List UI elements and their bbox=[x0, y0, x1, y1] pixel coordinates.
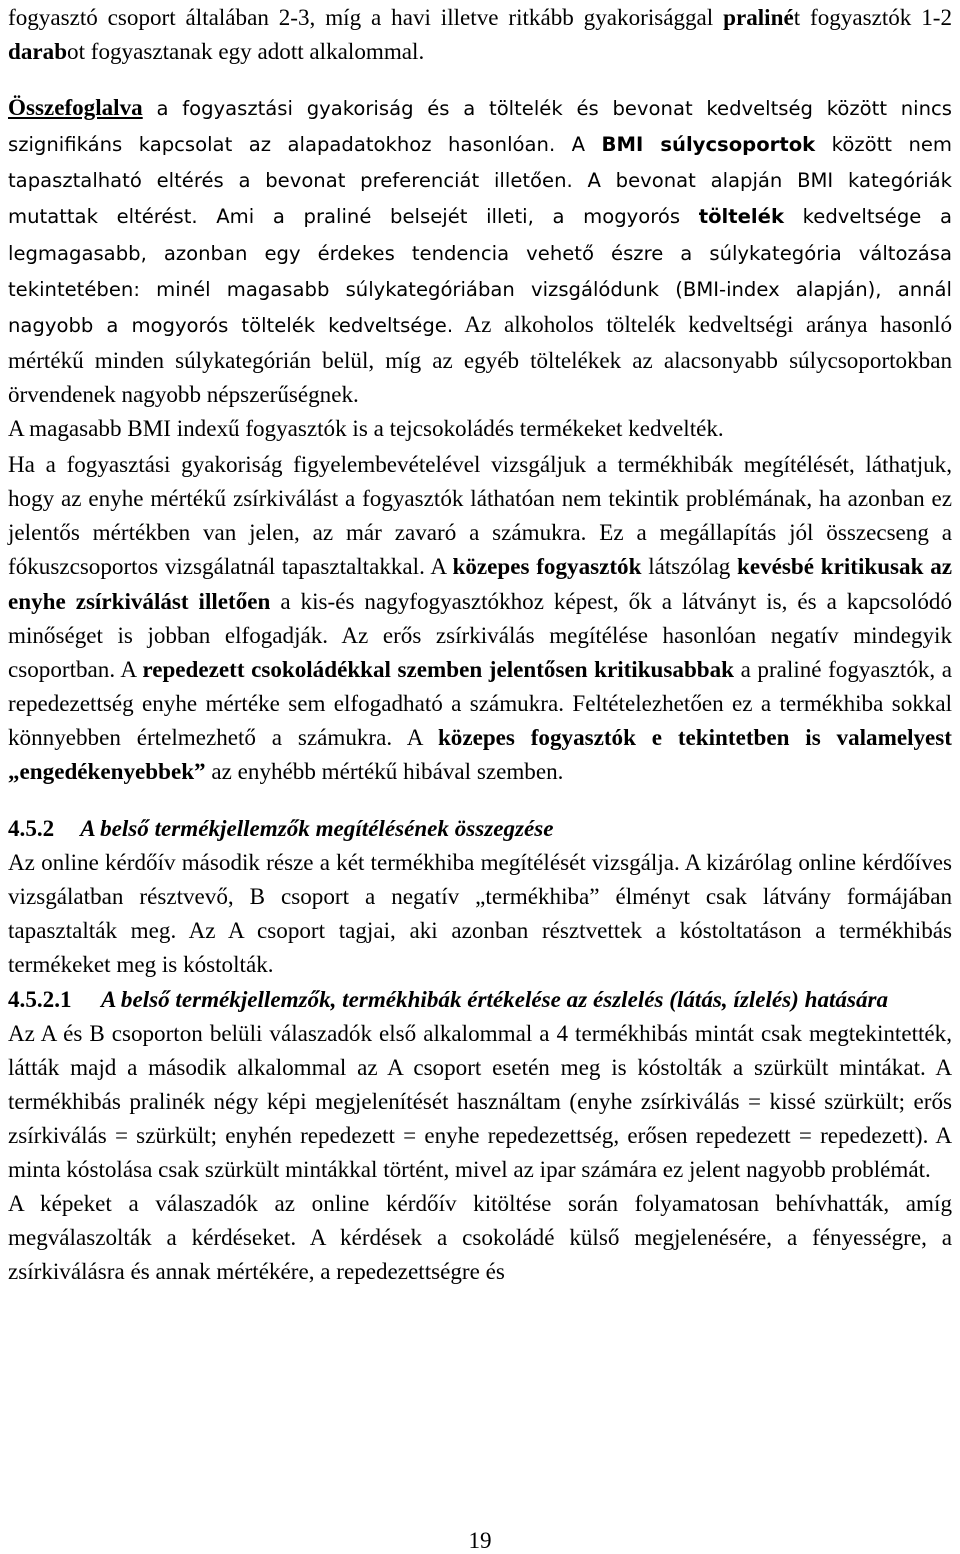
subsection-number: 4.5.2.1 bbox=[8, 985, 72, 1012]
bold-filling: töltelék bbox=[698, 205, 784, 229]
paragraph-bmi-milk-chocolate: A magasabb BMI indexű fogyasztók is a tejcsokoládés termékeket kedvelték. bbox=[8, 415, 724, 442]
page-number: 19 bbox=[468, 1527, 492, 1553]
paragraph-images-questions: A képeket a válaszadók az online kérdőív kitöltése során folyamatosan behívhatták, amíg megválaszolták a kérdéseket. A kérdések a csokoládé külső megjelenésére, a fényességre, a zsírkiválásra és annak mértékére, a repedezettségre és bbox=[8, 1190, 952, 1285]
paragraph-product-defects: Ha a fogyasztási gyakoriság figyelembevételével vizsgáljuk a termékhibák megítélését, láthatjuk, hogy az enyhe mértékű zsírkiválást a fogyasztók láthatóan nem tekintik problémának, ha azonban ez jelentős mértékben van jelen, az már zavaró a számukra. Ez a megállapítás jól összecseng a fókuszcsoportos vizsgálatnál tapasztaltakkal. A közepes fogyasztók látszólag kevésbé kritikusak az enyhe zsírkiválást illetően a kis-és nagyfogyasztókhoz képest, ők a látványt is, és a kapcsolódó minőséget is jobban elfogadják. Az erős zsírkiválás megítélése hasonlóan negatív mindegyik csoportban. A repedezett csokoládékkal szemben jelentősen kritikusabbak a praliné fogyasztók, a repedezettség enyhe mértéke sem elfogadható a számukra. Feltételezhetően ez a termékhiba sokkal könnyebben értelmezhető a számukra. A közepes fogyasztók e tekintetben is valamelyest „engedékenyebbek” az enyhébb mértékű hibával szemben. bbox=[8, 451, 953, 784]
paragraph-sample-evaluation: Az A és B csoporton belüli válaszadók első alkalommal a 4 termékhibás mintát csak megtekintették, látták majd a második alkalommal az A csoport esetén meg is kóstolták a szürkült mintákat. A termékhibás pralinék négy képi megjelenítését használtam (enyhe zsírkiválás = kissé szürkült; erős zsírkiválás = szürkült; enyhén repedezett = enyhe repedezettség, erősen repedezett = repedezett). A minta kóstolása csak szürkült mintákkal történt, mivel az ipar számára ez jelent nagyobb problémát. bbox=[8, 1019, 952, 1182]
bold-cracked-critical: repedezett csokoládékkal szemben jelentősen kritikusabbak bbox=[142, 655, 735, 682]
bold-more-lenient: közepes fogyasztók e tekintetben is valamelyest „engedékenyebbek” bbox=[8, 723, 952, 784]
bold-less-critical: kevésbé kritikusak az enyhe zsírkiválást illetően bbox=[8, 553, 952, 614]
bold-darab: darab bbox=[8, 38, 68, 65]
underlined-summary-word: Összefoglalva bbox=[8, 94, 143, 121]
bold-medium-consumers: közepes fogyasztók bbox=[452, 553, 642, 580]
paragraph-online-questionnaire: Az online kérdőív második része a két termékhiba megítélését vizsgálja. A kizárólag online kérdőíves vizsgálatban résztvevő, B csoport a negatív „termékhiba” élményt csak látvány formájában tapasztalták meg. Az A csoport tagjai, aki azonban résztvettek a kóstoltatáson a termékhibás termékeket meg is kóstolták. bbox=[8, 849, 952, 978]
paragraph-summary: Összefoglalva a fogyasztási gyakoriság és a töltelék és bevonat kedveltség között nincs szignifikáns kapcsolat az alapadatokhoz hasonlóan. A BMI súlycsoportok között nem tapasztalható eltérés a bevonat preferenciát illetően. A bevonat alapján BMI kategóriák mutattak eltérést. Ami a praliné belsejét illeti, a mogyorós töltelék kedveltsége a legmagasabb, azonban egy érdekes tendencia vehető észre a súlykategória változása tekintetében: minél magasabb súlykategóriában vizsgálódunk (BMI-index alapján), annál nagyobb a mogyorós töltelék kedveltsége. Az alkoholos töltelék kedveltségi aránya hasonló mértékű minden súlykategórián belül, míg az egyéb töltelékek az alacsonyabb súlycsoportokban örvendenek nagyobb népszerűségnek. bbox=[8, 94, 953, 407]
paragraph-consumption-frequency: fogyasztó csoport általában 2-3, míg a havi illetve ritkább gyakorisággal pralinét fogyasztók 1-2 darabot fogyasztanak egy adott alkalommal. bbox=[8, 4, 953, 65]
document-page bbox=[8, 0, 952, 1288]
section-number: 4.5.2 bbox=[8, 815, 55, 842]
section-heading-4-5-2 bbox=[8, 811, 952, 845]
subsection-title: A belső termékjellemzők, termékhibák értékelése az észlelés (látás, ízlelés) hatására bbox=[101, 985, 889, 1012]
bold-praline: praliné bbox=[723, 4, 794, 30]
section-heading-4-5-2-1 bbox=[8, 982, 952, 1016]
bold-bmi-groups: BMI súlycsoportok bbox=[601, 133, 816, 157]
section-title: A belső termékjellemzők megítélésének összegzése bbox=[80, 815, 554, 842]
